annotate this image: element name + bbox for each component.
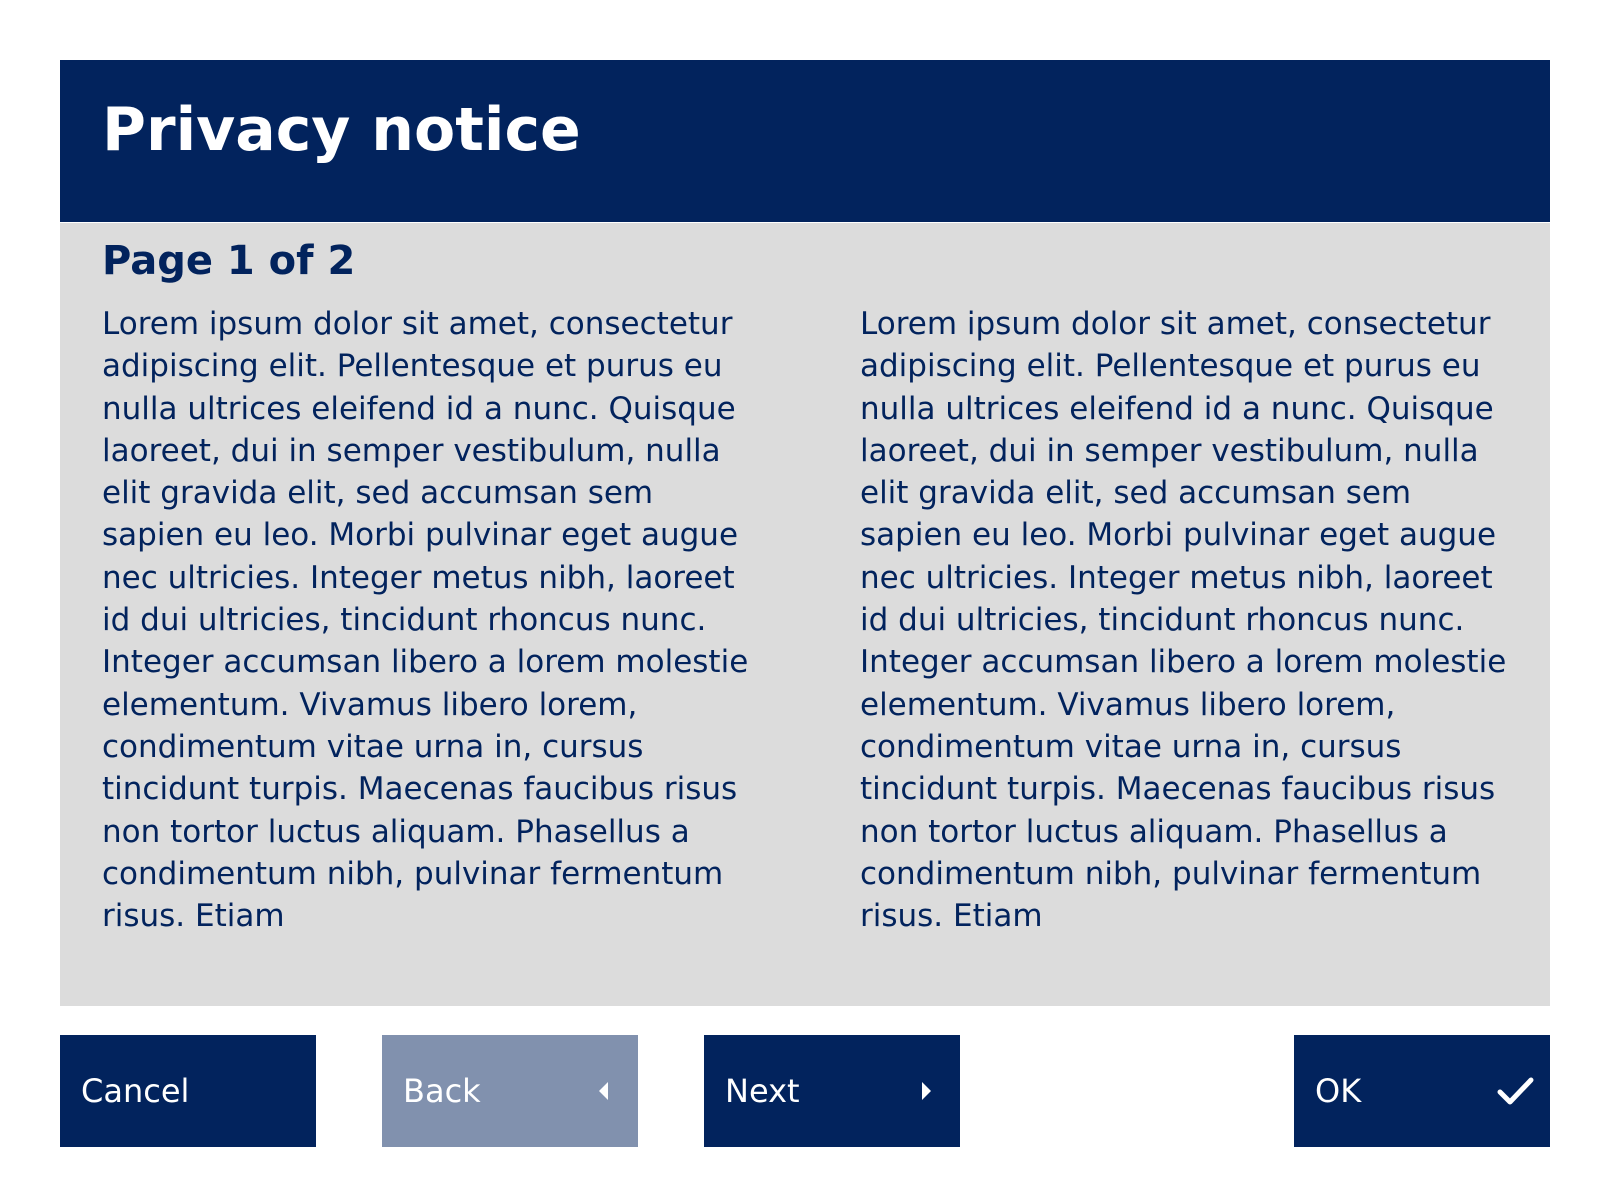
next-button-label: Next bbox=[725, 1072, 800, 1110]
page-title: Privacy notice bbox=[102, 95, 581, 165]
next-button[interactable] bbox=[704, 1035, 960, 1147]
triangle-right-icon bbox=[906, 1071, 946, 1111]
ok-button[interactable] bbox=[1294, 1035, 1550, 1147]
notice-content-panel[interactable] bbox=[60, 223, 1550, 1006]
notice-text-column-right: Lorem ipsum dolor sit amet, consectetur adipiscing elit. Pellentesque et purus eu nulla ultrices eleifend id a nunc. Quisque laoreet, dui in semper vestibulum, nulla elit gravida elit, sed accumsan sem sapien eu leo. Morbi pulvinar eget augue nec ultricies. Integer metus nibh, laoreet id dui ultricies, tincidunt rhoncus nunc. Integer accumsan libero a lorem molestie elementum. Vivamus libero lorem, condimentum vitae urna in, cursus tincidunt turpis. Maecenas faucibus risus non tortor luctus aliquam. Phasellus a condimentum nibh, pulvinar fermentum risus. Etiam bbox=[860, 306, 1507, 935]
back-button-label: Back bbox=[403, 1072, 481, 1110]
header-bar bbox=[60, 60, 1550, 222]
cancel-button[interactable] bbox=[60, 1035, 316, 1147]
notice-text-column-left: Lorem ipsum dolor sit amet, consectetur adipiscing elit. Pellentesque et purus eu nulla ultrices eleifend id a nunc. Quisque laoreet, dui in semper vestibulum, nulla elit gravida elit, sed accumsan sem sapien eu leo. Morbi pulvinar eget augue nec ultricies. Integer metus nibh, laoreet id dui ultricies, tincidunt rhoncus nunc. Integer accumsan libero a lorem molestie elementum. Vivamus libero lorem, condimentum vitae urna in, cursus tincidunt turpis. Maecenas faucibus risus non tortor luctus aliquam. Phasellus a condimentum nibh, pulvinar fermentum risus. Etiam bbox=[102, 306, 749, 935]
cancel-button-label: Cancel bbox=[81, 1072, 190, 1110]
back-button[interactable] bbox=[382, 1035, 638, 1147]
triangle-left-icon bbox=[584, 1071, 624, 1111]
checkmark-icon bbox=[1496, 1071, 1536, 1111]
ok-button-label: OK bbox=[1315, 1072, 1362, 1110]
page-indicator: Page 1 of 2 bbox=[102, 238, 356, 284]
